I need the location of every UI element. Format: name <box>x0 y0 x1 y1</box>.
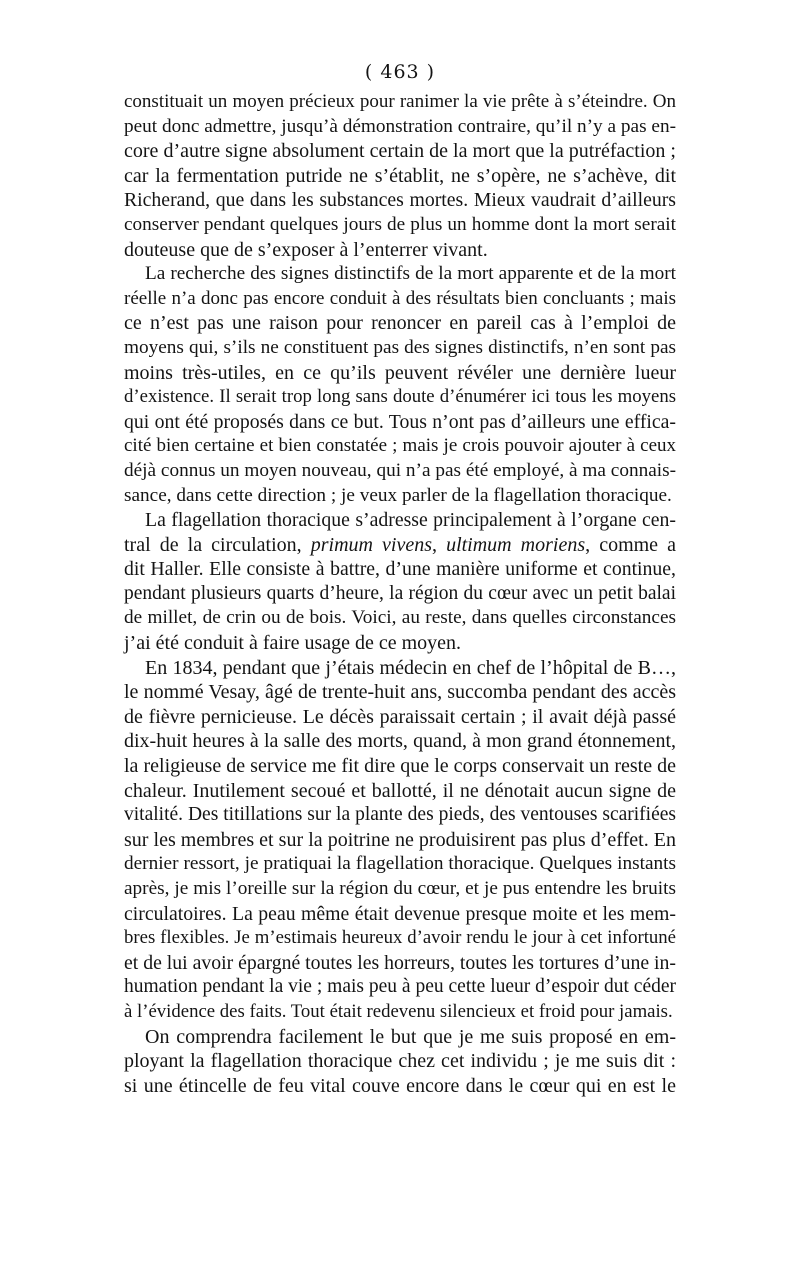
text-line: Richerand, que dans les substances mortes. Mieux vaudrait d’ailleurs <box>124 189 676 212</box>
text-line: à l’évidence des faits. Tout était redevenu silencieux et froid pour jamais. <box>124 1000 673 1022</box>
text-line: La flagellation thoracique s’adresse principalement à l’organe cen- <box>145 509 676 532</box>
text-line: de millet, de crin ou de bois. Voici, au reste, dans quelles circonstances <box>124 607 676 629</box>
text-line: pendant plusieurs quarts d’heure, la région du cœur avec un petit balai <box>124 582 676 604</box>
text-line: sance, dans cette direction ; je veux parler de la flagellation thoracique. <box>124 484 672 506</box>
text-line: bres flexibles. Je m’estimais heureux d’avoir rendu le jour à cet infortuné <box>124 927 676 949</box>
paragraph-4 <box>124 656 676 1025</box>
text-line: déjà connus un moyen nouveau, qui n’a pas été employé, à ma connais- <box>124 459 676 481</box>
text-line: moyens qui, s’ils ne constituent pas des signes distinctifs, n’en sont pas <box>124 336 676 358</box>
text-line: d’existence. Il serait trop long sans doute d’énumérer ici tous les moyens <box>124 386 676 408</box>
text-line: dit Haller. Elle consiste à battre, d’une manière uniforme et continue, <box>124 558 676 581</box>
text-line: douteuse que de s’exposer à l’enterrer vivant. <box>124 238 488 261</box>
text-line: chaleur. Inutilement secoué et ballotté, il ne dénotait aucun signe de <box>124 779 676 802</box>
text-line: constituait un moyen précieux pour ranimer la vie prête à s’éteindre. On <box>124 91 676 112</box>
text-line: sur les membres et sur la poitrine ne produisirent pas plus d’effet. En <box>124 828 676 851</box>
italic-latin-phrase: ultimum moriens <box>446 533 586 556</box>
text-line: ployant la flagellation thoracique chez cet individu ; je me suis dit : <box>124 1050 676 1073</box>
text-line: moins très-utiles, en ce qu’ils peuvent révéler une dernière lueur <box>124 361 676 384</box>
text-line: conserver pendant quelques jours de plus un homme dont la mort serait <box>124 213 676 235</box>
text-line: réelle n’a donc pas encore conduit à des résultats bien concluants ; mais <box>124 287 676 309</box>
text-line: la religieuse de service me fit dire que le corps conservait un reste de <box>124 755 676 778</box>
text-line: après, je mis l’oreille sur la région du cœur, et je pus entendre les bruits <box>124 878 676 899</box>
text-line: peut donc admettre, jusqu’à démonstration contraire, qu’il n’y a pas en- <box>124 115 676 137</box>
paragraph-3 <box>124 508 676 656</box>
text-line: le nommé Vesay, âgé de trente-huit ans, succomba pendant des accès <box>124 681 676 704</box>
text-segment: , comme a <box>585 533 676 556</box>
text-line: cité bien certaine et bien constatée ; mais je crois pouvoir ajouter à ceux <box>124 435 676 457</box>
text-line-with-italics <box>124 533 676 558</box>
text-line: circulatoires. La peau même était devenue presque moite et les mem- <box>124 902 676 925</box>
text-line: car la fermentation putride ne s’établit, ne s’opère, ne s’achève, dit <box>124 164 676 187</box>
text-line: ce n’est pas une raison pour renoncer en pareil cas à l’emploi de <box>124 312 676 335</box>
book-page <box>124 58 676 1098</box>
text-line: et de lui avoir épargné toutes les horreurs, toutes les tortures d’une in- <box>124 951 676 974</box>
paragraph-2 <box>124 262 676 508</box>
text-line: vitalité. Des titillations sur la plante des pieds, des ventouses scarifiées <box>124 804 676 826</box>
text-line: dix-huit heures à la salle des morts, quand, à mon grand étonnement, <box>124 730 676 753</box>
text-segment: tral de la circulation, <box>124 533 311 556</box>
italic-latin-phrase: primum vivens <box>310 533 432 556</box>
text-line: La recherche des signes distinctifs de la mort apparente et de la mort <box>145 263 676 285</box>
paragraph-5 <box>124 1025 676 1099</box>
text-line: qui ont été proposés dans ce but. Tous n’ont pas d’ailleurs une effica- <box>124 410 676 433</box>
text-line: En 1834, pendant que j’étais médecin en chef de l’hôpital de B…, <box>145 656 676 679</box>
page-number: ( 463 ) <box>364 61 436 83</box>
text-segment: , <box>432 533 447 556</box>
text-line: de fièvre pernicieuse. Le décès paraissait certain ; il avait déjà passé <box>124 705 676 728</box>
text-line: j’ai été conduit à faire usage de ce moyen. <box>124 632 462 655</box>
text-line: si une étincelle de feu vital couve encore dans le cœur qui en est le <box>124 1074 676 1097</box>
text-line: On comprendra facilement le but que je me suis proposé en em- <box>145 1025 676 1048</box>
text-line: dernier ressort, je pratiquai la flagellation thoracique. Quelques instants <box>124 853 676 875</box>
text-line: core d’autre signe absolument certain de la mort que la putréfaction ; <box>124 140 676 163</box>
text-line: humation pendant la vie ; mais peu à peu cette lueur d’espoir dut céder <box>124 976 676 998</box>
paragraph-1 <box>124 90 676 262</box>
